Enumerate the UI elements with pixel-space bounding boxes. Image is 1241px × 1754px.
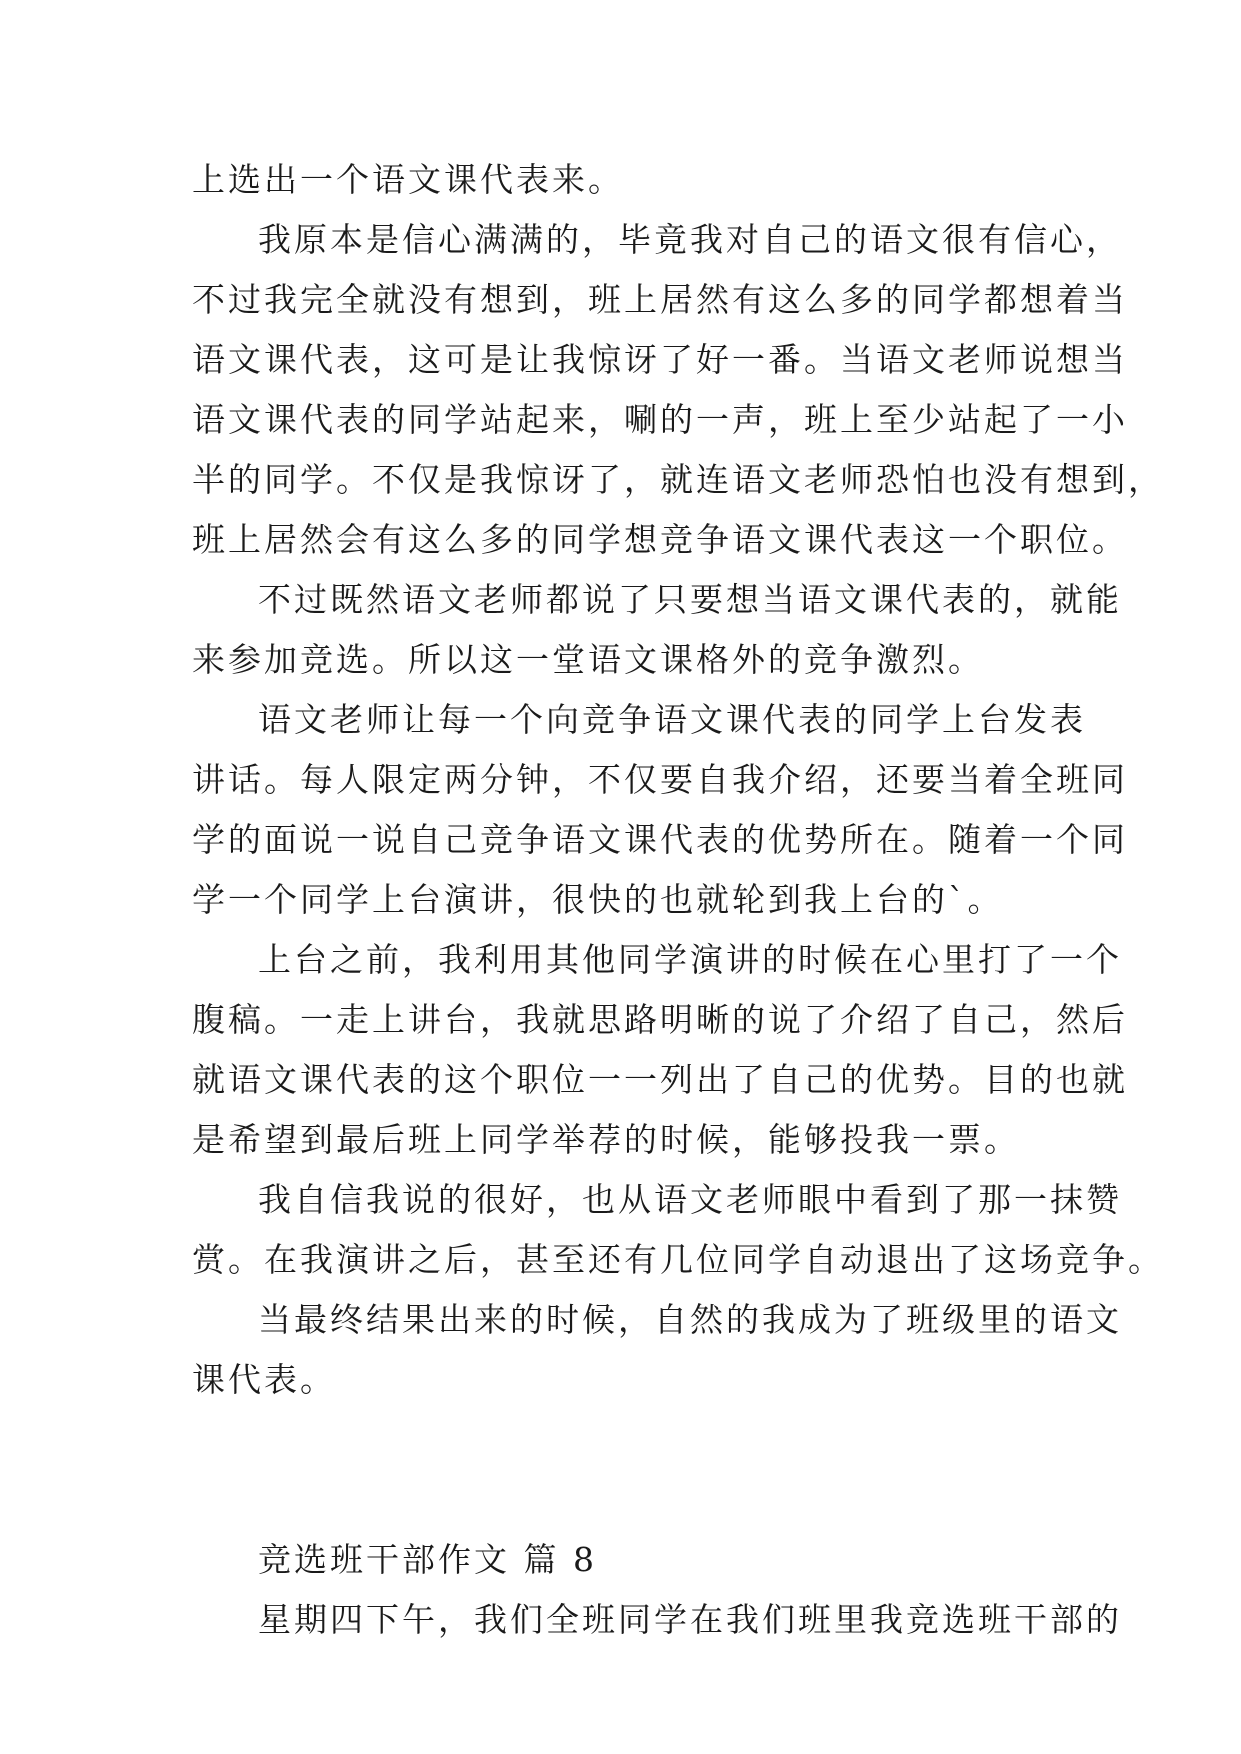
text-line: 星期四下午，我们全班同学在我们班里我竞选班干部的 xyxy=(258,1600,1122,1639)
section-heading: 竞选班干部作文 篇 8 xyxy=(258,1540,597,1579)
text-line: 腹稿。一走上讲台，我就思路明晰的说了介绍了自己，然后 xyxy=(192,1000,1128,1039)
text-line: 语文老师让每一个向竞争语文课代表的同学上台发表 xyxy=(258,700,1086,739)
text-line: 就语文课代表的这个职位一一列出了自己的优势。目的也就 xyxy=(192,1060,1128,1099)
text-line: 课代表。 xyxy=(192,1360,336,1399)
text-line: 赏。在我演讲之后，甚至还有几位同学自动退出了这场竞争。 xyxy=(192,1240,1164,1279)
text-line: 是希望到最后班上同学举荐的时候，能够投我一票。 xyxy=(192,1120,1020,1159)
text-line: 上台之前，我利用其他同学演讲的时候在心里打了一个 xyxy=(258,940,1122,979)
text-line: 学一个同学上台演讲，很快的也就轮到我上台的`。 xyxy=(192,880,1004,919)
section-spacer xyxy=(192,1410,1072,1530)
text-line: 半的同学。不仅是我惊讶了，就连语文老师恐怕也没有想到， xyxy=(192,460,1164,499)
text-line: 讲话。每人限定两分钟，不仅要自我介绍，还要当着全班同 xyxy=(192,760,1128,799)
essay-body xyxy=(192,150,1164,1650)
text-line: 当最终结果出来的时候，自然的我成为了班级里的语文 xyxy=(258,1300,1122,1339)
text-line: 语文课代表的同学站起来，唰的一声，班上至少站起了一小 xyxy=(192,400,1128,439)
text-line: 我原本是信心满满的，毕竟我对自己的语文很有信心， xyxy=(258,220,1122,259)
text-line: 不过我完全就没有想到，班上居然有这么多的同学都想着当 xyxy=(192,280,1128,319)
text-line: 语文课代表，这可是让我惊讶了好一番。当语文老师说想当 xyxy=(192,340,1128,379)
text-line: 来参加竞选。所以这一堂语文课格外的竞争激烈。 xyxy=(192,640,984,679)
text-line: 上选出一个语文课代表来。 xyxy=(192,160,624,199)
text-line: 我自信我说的很好，也从语文老师眼中看到了那一抹赞 xyxy=(258,1180,1122,1219)
text-line: 学的面说一说自己竞争语文课代表的优势所在。随着一个同 xyxy=(192,820,1128,859)
text-line: 班上居然会有这么多的同学想竞争语文课代表这一个职位。 xyxy=(192,520,1128,559)
text-line: 不过既然语文老师都说了只要想当语文课代表的，就能 xyxy=(258,580,1122,619)
